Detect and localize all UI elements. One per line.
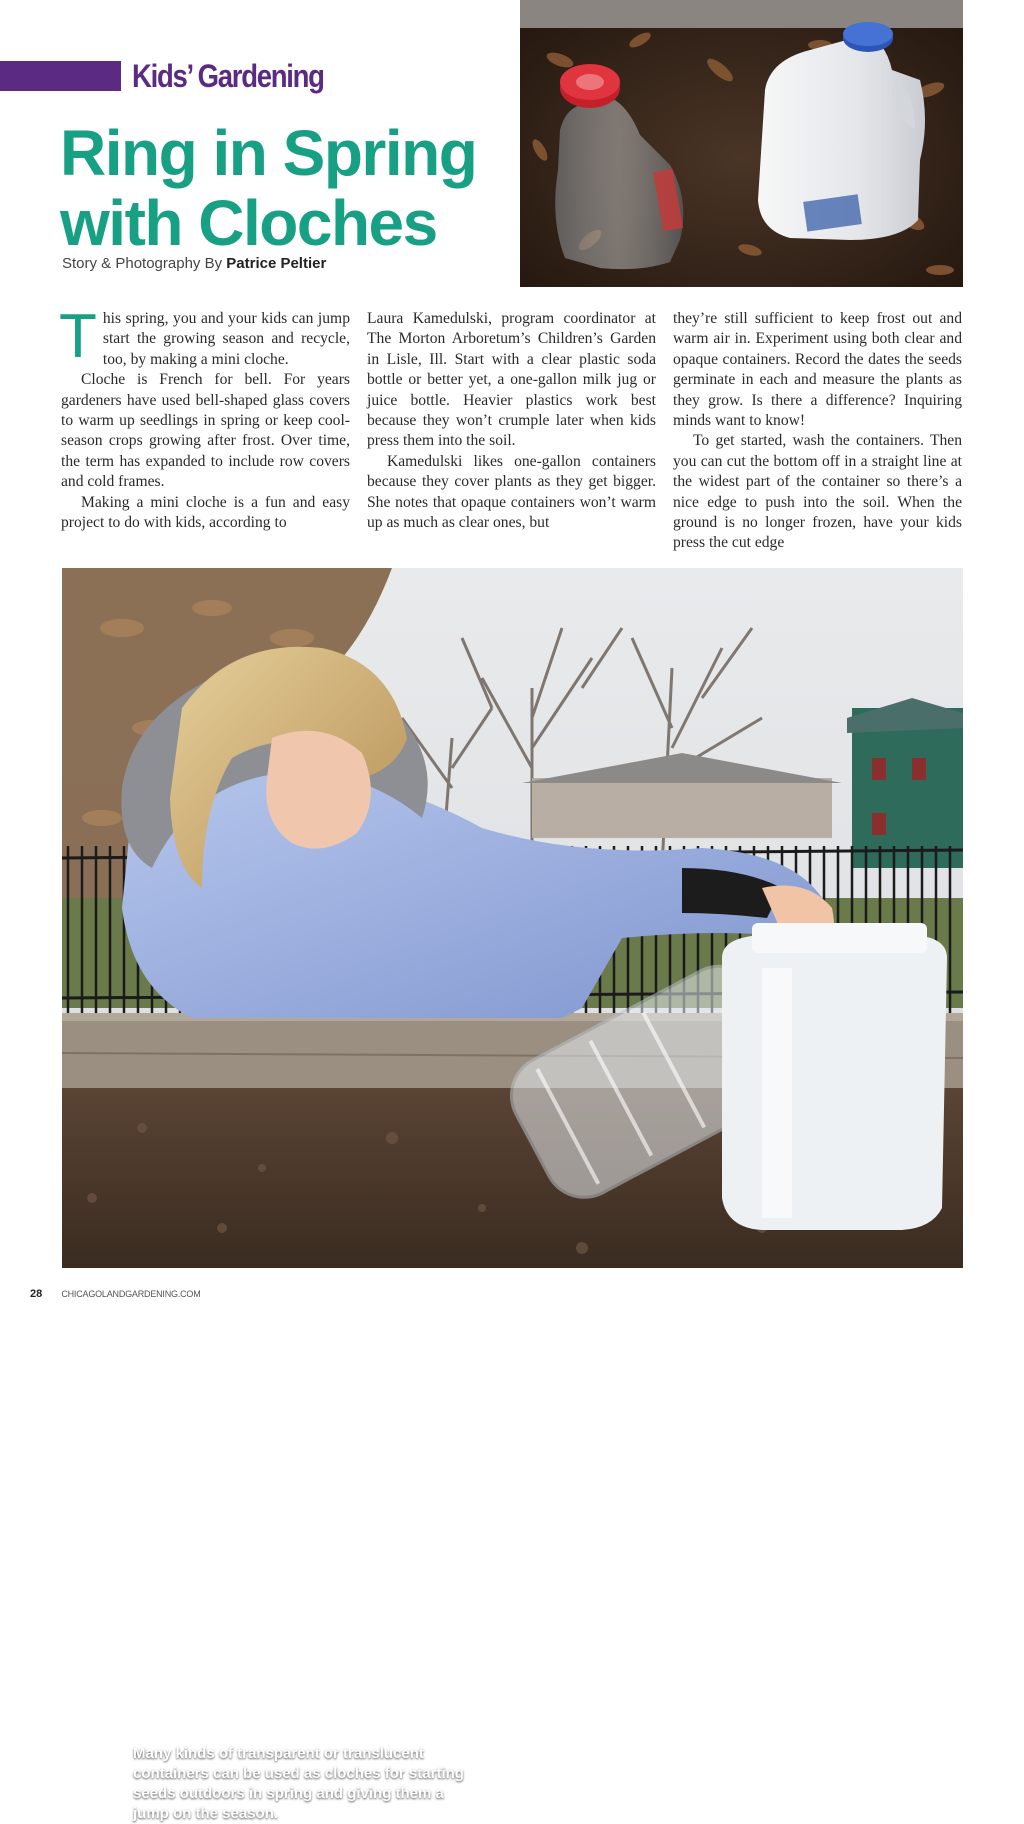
paragraph-7: To get started, wash the containers. Then you can cut the bottom off in a straight line at the widest part of the container so there’s a nice edge to push into the soil. When the ground is no longer frozen, have your kids press the cut edge <box>673 432 962 552</box>
page-number: 28 <box>30 1288 43 1300</box>
soda-bottle-and-milk-jug-photo <box>520 0 963 287</box>
article-column-3 <box>673 309 962 557</box>
paragraph-4: Laura Kamedulski, program coordinator at The Morton Arboretum’s Children’s Garden in Lisle, Ill. Start with a clear plastic soda bottle or better yet, a one-gallon milk jug or juice bottle. Heavier plastics work best because they won’t crumple later when kids press them into the soil. <box>367 310 656 450</box>
top-photo <box>520 0 963 287</box>
article-column-1 <box>59 302 350 557</box>
photo-caption: Many kinds of transparent or translucent containers can be used as cloches for starting seeds outdoors in spring and giving them a jump on the season. <box>133 1745 464 1822</box>
byline <box>62 255 326 272</box>
byline-author: Patrice Peltier <box>226 255 327 272</box>
section-color-bar <box>0 61 121 91</box>
paragraph-5: Kamedulski likes one-gallon containers because they cover plants as they get bigger. She notes that opaque containers won’t warm up as much as clear ones, but <box>367 452 656 532</box>
paragraph-6: they’re still sufficient to keep frost out and warm air in. Experiment using both clear and opaque containers. Record the dates the seeds germinate in each and measure the plants as they grow. Is there a difference? Inquiring minds want to know! <box>673 310 962 430</box>
article-column-2 <box>367 309 656 557</box>
title-line-2: with Cloches <box>60 187 437 259</box>
byline-prefix: Story & Photography By <box>62 255 227 272</box>
drop-cap: T <box>59 302 97 371</box>
paragraph-3: Making a mini cloche is a fun and easy project to do with kids, according to <box>61 493 350 532</box>
page-footer <box>30 1288 201 1300</box>
article-title <box>60 118 476 258</box>
girl-with-cloches-photo <box>62 568 963 1268</box>
article-body <box>59 302 964 557</box>
title-line-1: Ring in Spring <box>60 117 477 189</box>
paragraph-2: Cloche is French for bell. For years gardeners have used bell-shaped glass covers to warm up seedlings in spring or keep cool-season crops growing after frost. Over time, the term has expanded to include row covers and cold frames. <box>61 371 350 491</box>
section-label: Kids’ Gardening <box>132 58 324 94</box>
site-name: CHICAGOLANDGARDENING.COM <box>61 1289 201 1299</box>
paragraph-1: This spring, you and your kids can jump start the growing season and recycle, too, by making a mini cloche. <box>59 302 350 371</box>
